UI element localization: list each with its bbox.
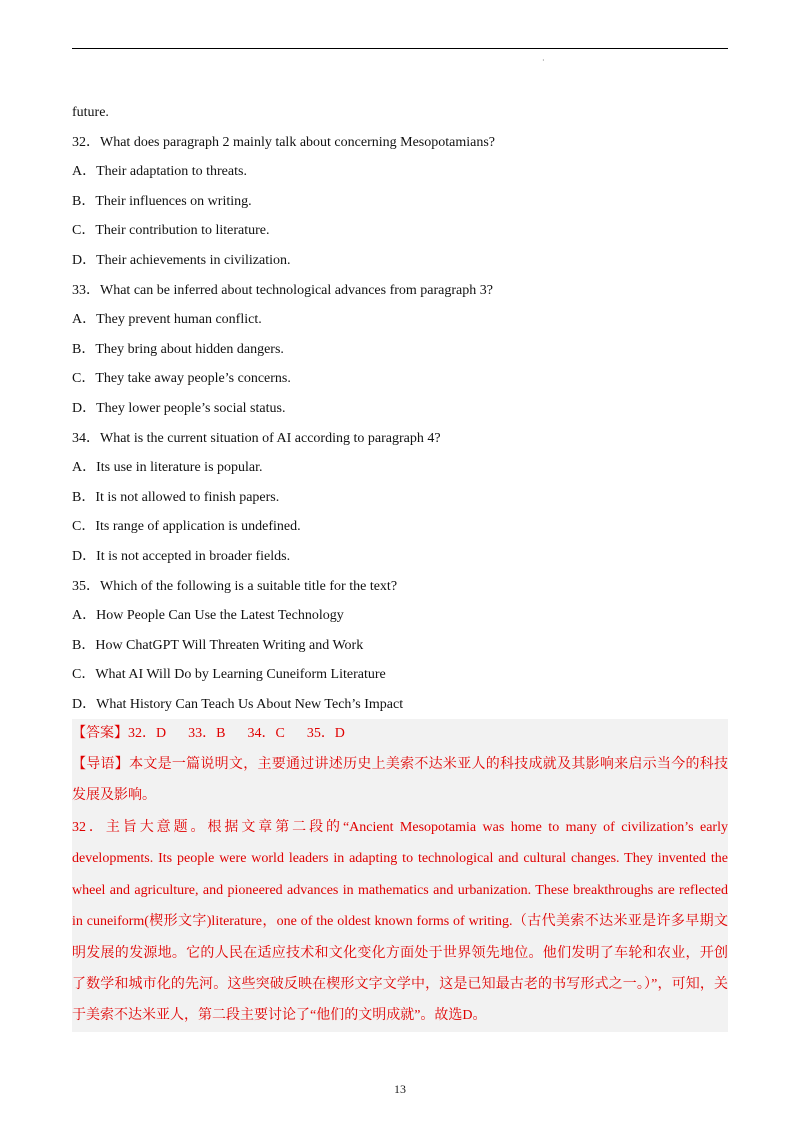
question-33: 33．What can be inferred about technological advances from paragraph 3? — [72, 282, 493, 298]
answer-item: 34．C — [247, 726, 285, 742]
answer-explanation-block — [72, 719, 728, 1031]
option-32-b: B．Their influences on writing. — [72, 193, 252, 209]
option-34-b: B．It is not allowed to finish papers. — [72, 489, 280, 505]
option-35-d: D．What History Can Teach Us About New Tech’s Impact — [72, 696, 404, 712]
analysis-paragraph: 32．主旨大意题。根据文章第二段的“Ancient Mesopotamia was home to many of civilization’s early developments. Its people were world leaders in adapting to technological and cultural changes. They invented the wheel and agriculture, and pioneered advances in mathematics and urbanization. These breakthroughs are reflected in cuneiform(楔形文字)literature，one of the oldest known forms of writing.（古代美索不达米亚是许多早期文明发展的发源地。它的人民在适应技术和文化变化方面处于世界领先地位。他们发明了车轮和农业，开创了数学和城市化的先河。这些突破反映在楔形文字文学中，这是已知最古老的书写形式之一。）”，可知，关于美索不达米亚人，第二段主要讨论了“他们的文明成就”。故选D。 — [72, 819, 728, 1024]
option-35-c: C．What AI Will Do by Learning Cuneiform Literature — [72, 667, 386, 683]
answer-item: 35．D — [306, 726, 345, 742]
text-line: future. — [72, 105, 109, 120]
option-34-c: C．Its range of application is undefined. — [72, 519, 301, 535]
option-35-b: B．How ChatGPT Will Threaten Writing and Work — [72, 637, 364, 653]
header-mark: · — [542, 56, 545, 65]
answer-item: 33．B — [188, 726, 226, 742]
option-33-a: A．They prevent human conflict. — [72, 312, 262, 328]
option-34-d: D．It is not accepted in broader fields. — [72, 548, 291, 564]
answer-label: 【答案】 — [72, 726, 128, 742]
option-32-c: C．Their contribution to literature. — [72, 223, 270, 239]
question-32: 32．What does paragraph 2 mainly talk about concerning Mesopotamians? — [72, 134, 495, 150]
question-35: 35．Which of the following is a suitable title for the text? — [72, 578, 398, 594]
option-33-b: B．They bring about hidden dangers. — [72, 341, 284, 357]
document-body — [72, 98, 728, 1032]
page-number: 13 — [394, 1082, 406, 1096]
option-32-a: A．Their adaptation to threats. — [72, 164, 247, 180]
option-32-d: D．Their achievements in civilization. — [72, 252, 291, 268]
option-33-d: D．They lower people’s social status. — [72, 400, 286, 416]
option-34-a: A．Its use in literature is popular. — [72, 460, 263, 476]
header-rule — [72, 48, 728, 49]
answer-line — [72, 719, 728, 749]
option-35-a: A．How People Can Use the Latest Technology — [72, 608, 344, 624]
option-33-c: C．They take away people’s concerns. — [72, 371, 291, 387]
answer-item: 32．D — [128, 726, 167, 742]
guide-paragraph: 【导语】本文是一篇说明文，主要通过讲述历史上美索不达米亚人的科技成就及其影响来启示当今的科技发展及影响。 — [72, 757, 728, 804]
question-34: 34．What is the current situation of AI according to paragraph 4? — [72, 430, 441, 446]
